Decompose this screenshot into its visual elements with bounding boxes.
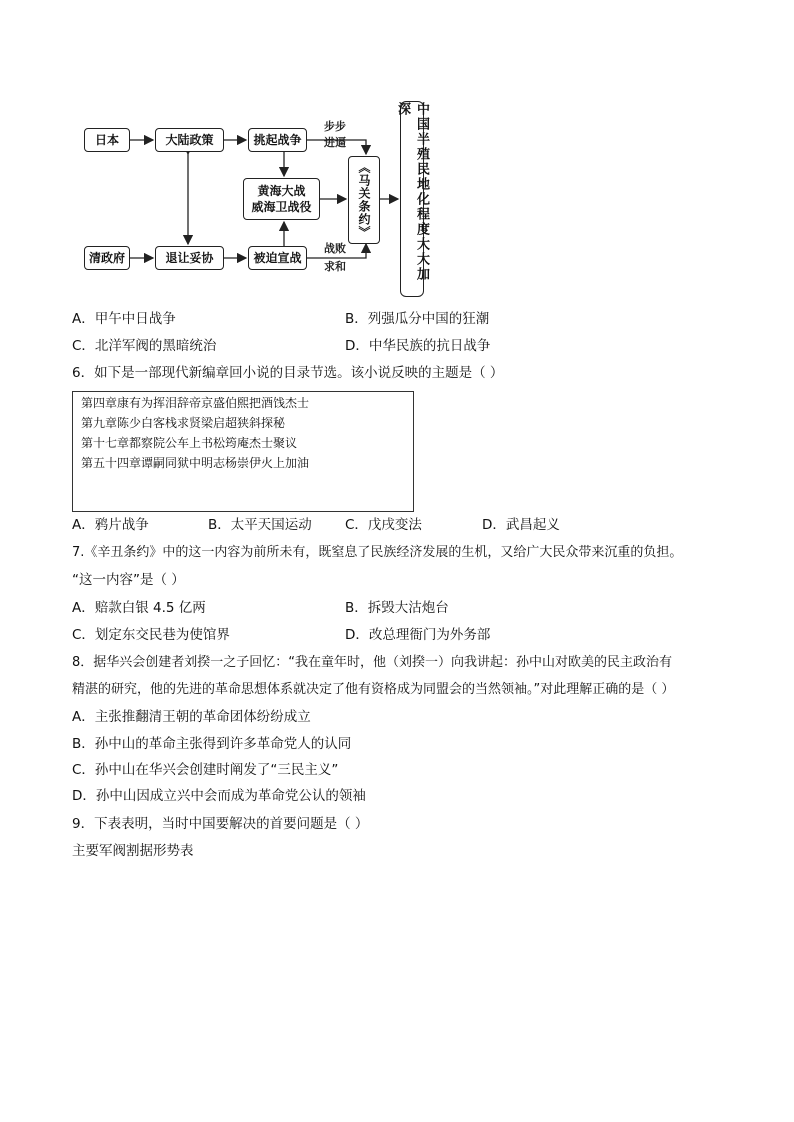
- node-qing: 清政府: [84, 246, 130, 270]
- q9-stem: 9．下表表明，当时中国要解决的首要问题是（ ）: [72, 816, 369, 832]
- q5-option-d: D．中华民族的抗日战争: [345, 338, 491, 354]
- node-continental-policy: 大陆政策: [155, 128, 224, 152]
- q6-option-b: B．太平天国运动: [208, 517, 312, 533]
- q6-chapter: 第四章康有为挥泪辞帝京盛伯熙把酒饯杰士: [81, 396, 310, 410]
- q6-chapter: 第九章陈少白客栈求贤梁启超狭斜探秘: [81, 416, 286, 430]
- q6-chapter: 第五十四章谭嗣同狱中明志杨崇伊火上加油: [81, 456, 310, 470]
- q8-option-a: A．主张推翻清王朝的革命团体纷纷成立: [72, 709, 311, 725]
- battles-line2: 威海卫战役: [251, 200, 312, 214]
- q7-option-a: A．赔款白银 4.5 亿两: [72, 600, 206, 616]
- q5-option-b: B．列强瓜分中国的狂潮: [345, 311, 490, 327]
- label-step2: 进逼: [324, 136, 346, 149]
- q8-option-d: D．孙中山因成立兴中会而成为革命党公认的领袖: [72, 788, 366, 804]
- q5-option-a: A．甲午中日战争: [72, 311, 176, 327]
- node-result: 中国半殖民地化程度大大加深: [400, 101, 424, 297]
- q6-chapter: 第十七章都察院公车上书松筠庵杰士聚议: [81, 436, 298, 450]
- q8-stem-line1: 8．据华兴会创建者刘揆一之子回忆：“我在童年时，他（刘揆一）向我讲起：孙中山对欧美的民主政治有: [72, 655, 673, 670]
- q7-option-c: C．划定东交民巷为使馆界: [72, 627, 230, 643]
- history-flow-diagram: [80, 98, 440, 298]
- label-defeat1: 战败: [324, 242, 346, 255]
- q8-stem-line2: 精湛的研究，他的先进的革命思想体系就决定了他有资格成为同盟会的当然领袖。”对此理解正确的是（ ）: [72, 682, 675, 697]
- q9-table-title: 主要军阀割据形势表: [72, 843, 194, 859]
- q6-chapter-box: [72, 391, 414, 512]
- q7-stem-line1: 7.《辛丑条约》中的这一内容为前所未有，既窒息了民族经济发展的生机，又给广大民众带来沉重的负担。: [72, 545, 683, 560]
- node-treaty: 《马关条约》: [348, 156, 380, 244]
- q6-stem: 6．如下是一部现代新编章回小说的目录节选。该小说反映的主题是（ ）: [72, 365, 504, 381]
- q8-option-c: C．孙中山在华兴会创建时阐发了“三民主义”: [72, 762, 339, 778]
- node-battles: [243, 178, 320, 220]
- node-provoke-war: 挑起战争: [248, 128, 307, 152]
- label-step1: 步步: [324, 120, 346, 133]
- q6-option-c: C．戊戌变法: [345, 517, 422, 533]
- q5-option-c: C．北洋军阀的黑暗统治: [72, 338, 217, 354]
- node-japan: 日本: [84, 128, 130, 152]
- q6-option-d: D．武昌起义: [482, 517, 560, 533]
- node-compromise: 退让妥协: [155, 246, 224, 270]
- q7-stem-line2: “这一内容”是（ ）: [72, 572, 185, 588]
- battles-line1: 黄海大战: [257, 184, 306, 198]
- label-defeat2: 求和: [324, 260, 346, 273]
- node-forced-war: 被迫宣战: [248, 246, 307, 270]
- q8-option-b: B．孙中山的革命主张得到许多革命党人的认同: [72, 736, 352, 752]
- q7-option-d: D．改总理衙门为外务部: [345, 627, 491, 643]
- q7-option-b: B．拆毁大沽炮台: [345, 600, 449, 616]
- q6-option-a: A．鸦片战争: [72, 517, 149, 533]
